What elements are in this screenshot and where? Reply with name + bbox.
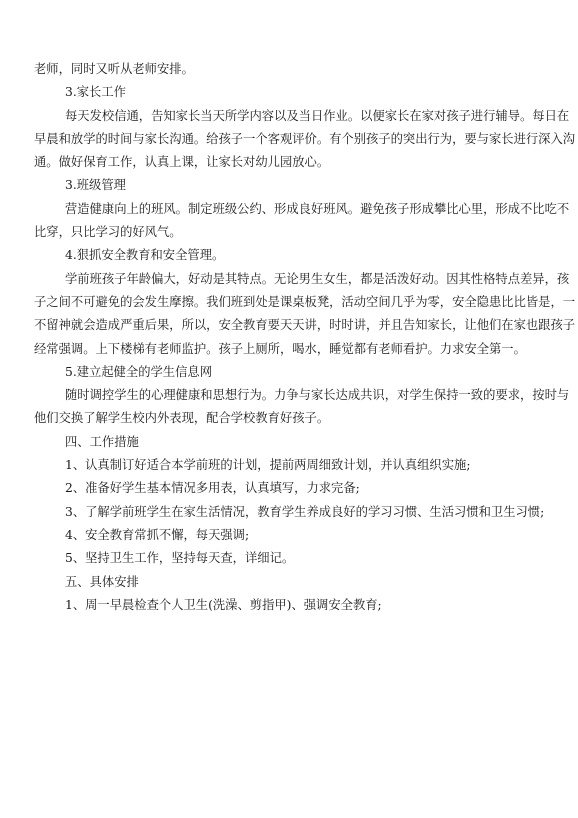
section-heading-measures: 四、工作措施 xyxy=(65,434,139,449)
section-heading-class-management: 3.班级管理 xyxy=(65,178,126,193)
text-line-8: 比穿，只比学习的好风气。 xyxy=(34,225,182,240)
text-line-7: 营造健康向上的班风。制定班级公约、形成良好班风。避免孩子形成攀比心里，形成不比吃不 xyxy=(65,201,570,216)
text-line-16: 他们交换了解学生校内外表现，配合学校教育好孩子。 xyxy=(34,411,330,426)
section-heading-info-network: 5.建立起健全的学生信息网 xyxy=(65,364,212,379)
list-item-measure-5: 5、坚持卫生工作，坚持每天查，详细记。 xyxy=(65,551,295,566)
text-line-15: 随时调控学生的心理健康和思想行为。力争与家长达成共识，对学生保持一致的要求，按时与 xyxy=(65,388,570,403)
list-item-arrangement-1: 1、周一早晨检查个人卫生(洗澡、剪指甲)、强调安全教育; xyxy=(65,597,382,612)
section-heading-arrangement: 五、具体安排 xyxy=(65,574,139,589)
text-line-1: 老师，同时又听从老师安排。 xyxy=(34,62,194,76)
section-heading-safety: 4.狠抓安全教育和安全管理。 xyxy=(65,248,225,263)
text-line-4: 早晨和放学的时间与家长沟通。给孩子一个客观评价。有个别孩子的突出行为，要与家长进行深入沟 xyxy=(34,131,576,146)
list-item-measure-4: 4、安全教育常抓不懈，每天强调; xyxy=(65,527,250,542)
list-item-measure-2: 2、准备好学生基本情况多用表，认真填写，力求完备; xyxy=(65,481,360,496)
list-item-measure-1: 1、认真制订好适合本学前班的计划，提前两周细致计划，并认真组织实施; xyxy=(65,458,471,473)
section-heading-parent-work: 3.家长工作 xyxy=(65,85,126,100)
text-line-10: 学前班孩子年龄偏大，好动是其特点。无论男生女生，都是活泼好动。因其性格特点差异，孩 xyxy=(65,271,570,286)
text-line-13: 经常强调。上下楼梯有老师监护。孩子上厕所，喝水，睡觉都有老师看护。力求安全第一。 xyxy=(34,341,526,356)
text-line-12: 不留神就会造成严重后果，所以，安全教育要天天讲，时时讲，并且告知家长，让他们在家也跟孩子 xyxy=(34,318,576,333)
text-line-11: 子之间不可避免的会发生摩擦。我们班到处是课桌板凳，活动空间几乎为零，安全隐患比比皆是，一 xyxy=(34,294,576,309)
text-line-3: 每天发校信通，告知家长当天所学内容以及当日作业。以便家长在家对孩子进行辅导。每日在 xyxy=(65,108,570,123)
list-item-measure-3: 3、了解学前班学生在家生活情况，教育学生养成良好的学习习惯、生活习惯和卫生习惯; xyxy=(65,504,545,519)
text-line-5: 通。做好保育工作，认真上课，让家长对幼儿园放心。 xyxy=(34,155,330,170)
document-body xyxy=(34,58,576,617)
